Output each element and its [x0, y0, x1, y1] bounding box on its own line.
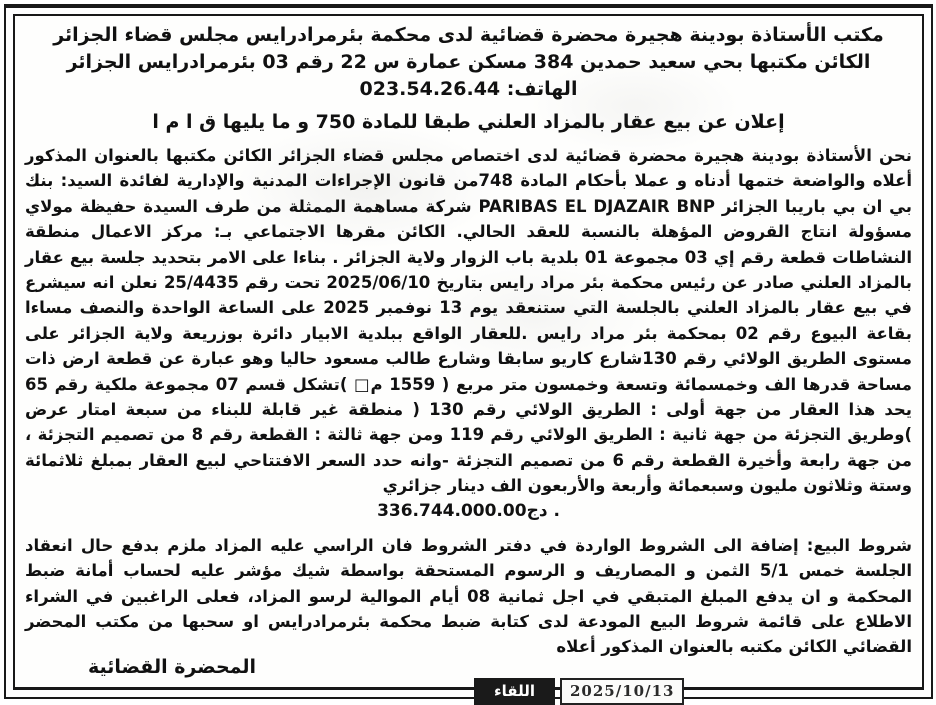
stamp-label: اللقاء [474, 678, 555, 705]
announcement-body [25, 143, 912, 660]
scanned-notice-page [4, 4, 933, 699]
office-header [25, 22, 912, 103]
office-name-line: مكتب الأستاذة بودينة هجيرة محضرة قضائية لدى محكمة بئرمرادرايس مجلس قضاء الجزائر [25, 22, 912, 49]
office-phone-line: الهاتف: 023.54.26.44 [25, 76, 912, 103]
auction-details-paragraph: نحن الأستاذة بودينة هجيرة محضرة قضائية لدى اختصاص مجلس قضاء الجزائر الكائن مكتبها بالعنوان المذكور أعلاه والواضعة ختمها أدناه و عملا بأحكام المادة 748من قانون الإجراءات المدنية والإدارية لفائدة السيد: بنك بي ان بي باريبا الجزائر PARIBAS EL DJAZAIR BNP شركة مساهمة الممثلة من طرف السيدة حفيظة مولاي مسؤولة انتاج القروض المؤهلة بالنسبة للعقد الحالي. الكائن مقرها الاجتماعي بـ: مركز الاعمال منطقة النشاطات قطعة رقم إي 03 مجموعة 01 بلدية باب الزوار ولاية الجزائر . بناءا على الامر بتحديد جلسة بيع عقار بالمزاد العلني صادر عن رئيس محكمة بئر مراد رايس بتاريخ 2025/06/10 تحت رقم 25/4435 نعلن انه سيشرع في بيع عقار بالمزاد العلني بالجلسة التي ستنعقد يوم 13 نوفمبر 2025 على الساعة الواحدة والنصف مساءا بقاعة البيوع رقم 02 بمحكمة بئر مراد رايس .للعقار الواقع ببلدية الابيار دائرة بوزريعة ولاية الجزائر على مستوى الطريق الولائي رقم 130شارع كاريو سابقا وشارع طالب مسعود حاليا وهو عبارة عن قطعة ارض ذات مساحة قدرها الف وخمسمائة وتسعة وخمسون متر مربع ( 1559 م□ )تشكل قسم 07 مجموعة ملكية رقم 65 يحد هذا العقار من جهة أولى : الطريق الولائي رقم 130 ( منطقة غير قابلة للبناء من سبعة امتار عرض )وطريق التجزئة من جهة ثانية : الطريق الولائي رقم 119 ومن جهة ثالثة : القطعة رقم 8 من تصميم التجزئة ، من جهة رابعة وأخيرة القطعة رقم 6 من تصميم التجزئة -وانه حدد السعر الافتتاحي لبيع العقار بمبلغ ثلاثمائة وستة وثلاثون مليون وسبعمائة وأربعة والأربعون الف دينار جزائري [25, 143, 912, 499]
bailiff-signature: المحضرة القضائية [88, 656, 256, 678]
announcement-title: إعلان عن بيع عقار بالمزاد العلني طبقا للمادة 750 و ما يليها ق ا م ا [25, 110, 912, 134]
notice-inner-frame [13, 14, 924, 690]
office-address-line: الكائن مكتبها بحي سعيد حمدين 384 مسكن عمارة س 22 رقم 03 بئرمرادرايس الجزائر [25, 49, 912, 76]
stamp-date: 2025/10/13 [560, 678, 684, 705]
sale-conditions-paragraph: شروط البيع: إضافة الى الشروط الواردة في دفتر الشروط فان الراسي عليه المزاد ملزم بدفع حال انعقاد الجلسة خمس 5/1 الثمن و المصاريف و الرسوم المستحقة بواسطة شيك مؤشر عليه لحساب أمانة ضبط المحكمة و ان يدفع المبلغ المتبقي في اجل ثمانية 08 أيام الموالية لرسو المزاد، فعلى الراغبين في الشراء الاطلاع على قائمة شروط البيع المودعة لدى كتابة ضبط محكمة بئرمرادرايس او سحبها من مكتب المحضر القضائي الكائن مكتبه بالعنوان المذكور أعلاه [25, 533, 912, 660]
date-stamp [474, 678, 684, 705]
opening-price-amount: 336.744.000.00دج . [25, 499, 912, 524]
